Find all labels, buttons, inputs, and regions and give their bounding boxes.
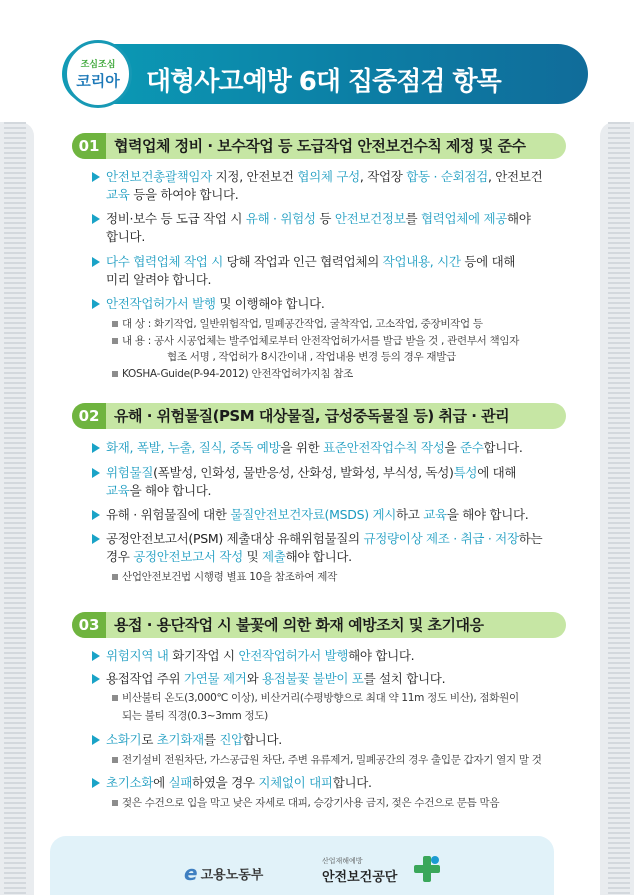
triangle-bullet-icon — [92, 299, 100, 309]
s1-sub-1: 대 상 : 화기작업, 일반위험작업, 밀폐공간작업, 굴착작업, 고소작업, 중장비작업 등 — [122, 316, 483, 332]
triangle-bullet-icon — [92, 651, 100, 661]
square-bullet-icon — [112, 695, 118, 701]
poster-page — [40, 0, 594, 895]
section-heading: 유해 · 위험물질(PSM 대상물질, 급성중독물질 등) 취급 · 관리 — [114, 407, 510, 425]
page-title: 대형사고예방 6대 집중점검 항목 — [146, 67, 501, 97]
agency-subtitle: 산업재해예방 — [322, 857, 363, 865]
agency-logo — [322, 856, 397, 885]
section-heading: 협력업체 정비 · 보수작업 등 도급작업 안전보건수칙 제정 및 준수 — [114, 137, 526, 155]
s2-item-2-cont: 교육을 해야 합니다. — [106, 483, 212, 498]
header — [62, 40, 588, 110]
square-bullet-icon — [112, 321, 118, 327]
triangle-bullet-icon — [92, 778, 100, 788]
s1-item-4: 안전작업허가서 발행 및 이행해야 합니다. — [106, 295, 325, 313]
square-bullet-icon — [112, 757, 118, 763]
s1-item-3: 다수 협력업체 작업 시 당해 작업과 인근 협력업체의 작업내용, 시간 등에 대해 — [106, 253, 515, 271]
triangle-bullet-icon — [92, 443, 100, 453]
section-number: 02 — [72, 403, 106, 429]
logo-slogan: 조심조심 — [80, 60, 116, 70]
section-01-header — [72, 133, 566, 159]
s1-item-1-cont: 교육 등을 하여야 합니다. — [106, 187, 239, 202]
square-bullet-icon — [112, 574, 118, 580]
s1-item-3-cont: 미리 알려야 합니다. — [106, 272, 212, 287]
section-02-header — [72, 403, 566, 429]
s1-item-1: 안전보건총괄책임자 지정, 안전보건 협의체 구성, 작업장 합동 · 순회점검, 안전보건 — [106, 168, 542, 186]
s2-item-4-cont: 경우 공정안전보고서 작성 및 제출해야 합니다. — [106, 549, 352, 564]
s2-item-4: 공정안전보고서(PSM) 제출대상 유해위험물질의 규정량이상 제조 · 취급 · 저장하는 — [106, 530, 542, 548]
korea-logo — [64, 40, 132, 108]
s1-item-2: 정비·보수 등 도급 작업 시 유해 · 위험성 등 안전보건정보를 협력업체에 제공해야 — [106, 210, 531, 228]
s1-sub-2: 내 용 : 공사 시공업체는 발주업체로부터 안전작업허가서를 발급 받을 것 , 관련부서 책임자 — [122, 333, 519, 349]
logo-name: 코리아 — [76, 72, 120, 90]
s1-sub-2-cont: 협조 서명 , 작업허가 8시간이내 , 작업내용 변경 등의 경우 재발급 — [167, 351, 456, 363]
s3-item-3: 소화기로 초기화재를 진압합니다. — [106, 731, 282, 749]
s1-sub-3: KOSHA-Guide(P-94-2012) 안전작업허가지침 참조 — [122, 366, 353, 382]
section-number: 03 — [72, 612, 106, 638]
triangle-bullet-icon — [92, 674, 100, 684]
right-side-tab — [600, 122, 634, 895]
left-side-tab — [0, 122, 34, 895]
s3-sub-1-cont: 되는 불티 직경(0.3~3mm 정도) — [122, 710, 268, 722]
triangle-bullet-icon — [92, 468, 100, 478]
s3-item-2: 용접작업 주위 가연물 제거와 용접불꽃 불받이 포를 설치 합니다. — [106, 670, 445, 688]
s2-item-1: 화재, 폭발, 누출, 질식, 중독 예방을 위한 표준안전작업수칙 작성을 준수합니다. — [106, 439, 523, 457]
square-bullet-icon — [112, 800, 118, 806]
s3-sub-3: 젖은 수건으로 입을 막고 낮은 자세로 대피, 승강기사용 금지, 젖은 수건으로 문틈 막음 — [122, 795, 499, 811]
ministry-name: 고용노동부 — [200, 867, 264, 883]
s3-item-1: 위험지역 내 화기작업 시 안전작업허가서 발행해야 합니다. — [106, 647, 414, 665]
s3-sub-1: 비산불티 온도(3,000℃ 이상), 비산거리(수평방향으로 최대 약 11m 정도 비산), 점화원이 — [122, 690, 519, 706]
triangle-bullet-icon — [92, 510, 100, 520]
triangle-bullet-icon — [92, 214, 100, 224]
s1-item-2-cont: 합니다. — [106, 229, 145, 244]
square-bullet-icon — [112, 338, 118, 344]
section-number: 01 — [72, 133, 106, 159]
title-bar — [62, 44, 588, 104]
section-heading: 용접 · 용단작업 시 불꽃에 의한 화재 예방조치 및 초기대응 — [114, 616, 484, 634]
footer — [50, 836, 554, 895]
square-bullet-icon — [112, 371, 118, 377]
green-cross-icon — [412, 854, 442, 884]
ministry-logo — [184, 861, 263, 885]
s2-sub-1: 산업안전보건법 시행령 별표 10을 참조하여 제작 — [122, 569, 337, 585]
s2-item-2: 위험물질(폭발성, 인화성, 물반응성, 산화성, 발화성, 부식성, 독성)특성에 대해 — [106, 464, 516, 482]
s3-sub-2: 전기설비 전원차단, 가스공급원 차단, 주변 유류제거, 밀폐공간의 경우 출입문 갑자기 열지 말 것 — [122, 752, 542, 768]
triangle-bullet-icon — [92, 735, 100, 745]
s2-item-3: 유해 · 위험물질에 대한 물질안전보건자료(MSDS) 게시하고 교육을 해야 합니다. — [106, 506, 528, 524]
section-03-header — [72, 612, 566, 638]
agency-name: 안전보건공단 — [322, 870, 398, 885]
s3-item-4: 초기소화에 실패하였을 경우 지체없이 대피합니다. — [106, 774, 372, 792]
triangle-bullet-icon — [92, 257, 100, 267]
ministry-e-icon: e — [184, 861, 198, 885]
triangle-bullet-icon — [92, 172, 100, 182]
triangle-bullet-icon — [92, 534, 100, 544]
